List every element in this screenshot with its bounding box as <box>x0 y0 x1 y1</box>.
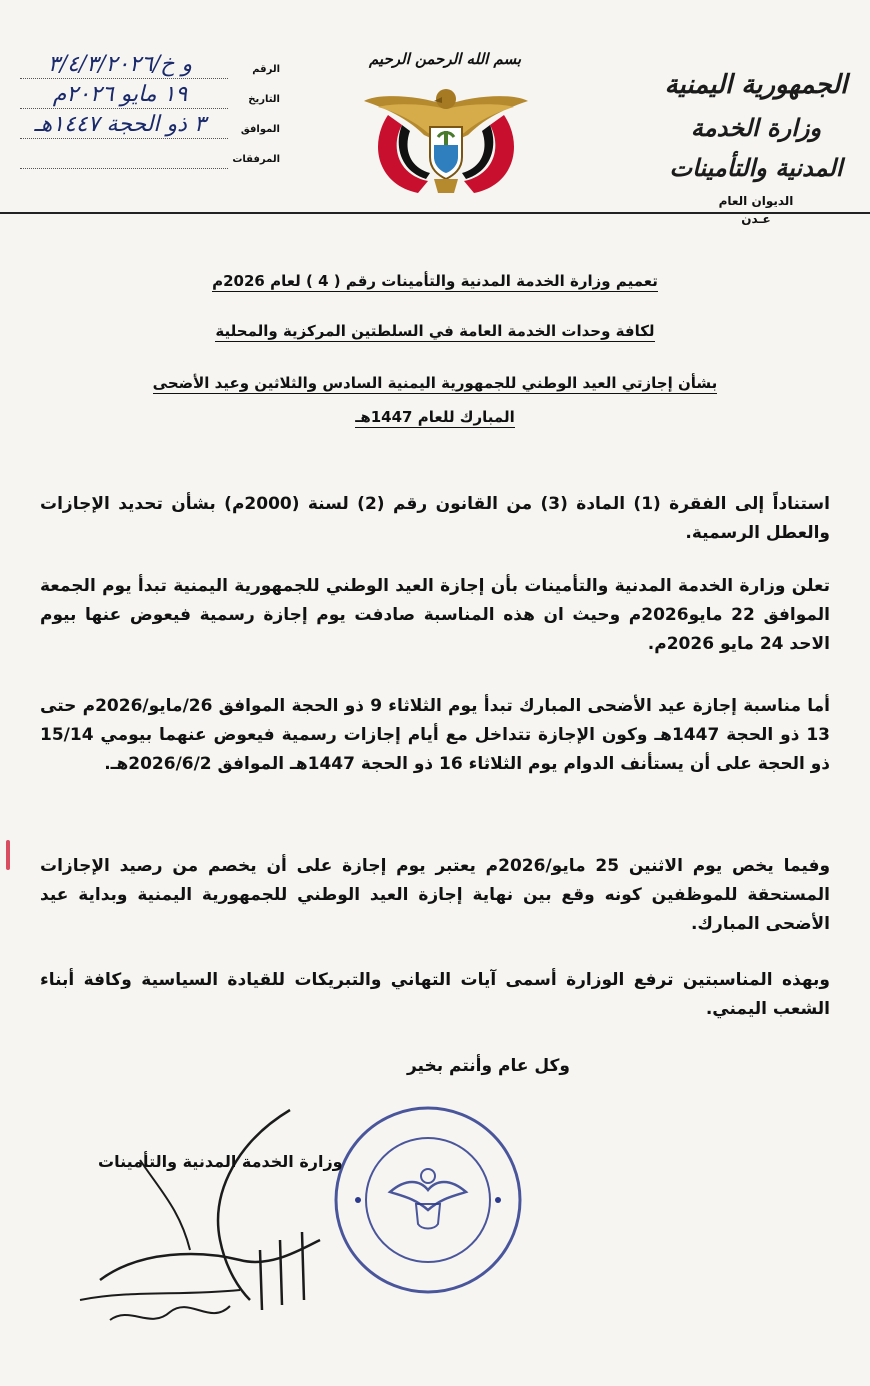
reference-block <box>20 52 280 176</box>
paragraph-monday-deduction: وفيما يخص يوم الاثنين 25 مايو/2026م يعتبر يوم إجازة على أن يخصم من رصيد الإجازات المستحقة للموظفين كونه وقع بين نهاية إجازة العيد الوطني للجمهورية اليمنية وبداية عيد الأضحى المبارك. <box>40 856 831 934</box>
attachments-label: المرفقات <box>232 154 280 165</box>
ministry-name: وزارة الخدمة المدنية والتأمينات <box>669 113 843 182</box>
circular-recipients: لكافة وحدات الخدمة العامة في السلطتين المركزية والمحلية <box>215 322 655 340</box>
hijri-date-row <box>20 112 280 146</box>
yemen-eagle-emblem-icon <box>358 75 534 201</box>
paragraph-eid-adha: أما مناسبة إجازة عيد الأضحى المبارك تبدأ يوم الثلاثاء 9 ذو الحجة الموافق 26/مايو/2026م حتى 13 ذو الحجة 1447هـ وكون الإجازة تتداخل مع أيام إجازات رسمية فيعوض عنهما بيومي 15/14 ذو الحجة على أن يستأنف الدوام يوم الثلاثاء 16 ذو الحجة 1447هـ الموافق 2026/6/2هـ. <box>40 696 830 774</box>
hijri-label: الموافق <box>240 124 280 135</box>
hijri-value: ٣ ذو الحجة ١٤٤٧هـ <box>34 112 206 137</box>
attachments-row <box>20 146 280 176</box>
city-name: عـدن <box>741 212 771 226</box>
closing-greeting: وكل عام وأنتم بخير <box>406 1056 570 1076</box>
margin-mark <box>6 840 10 870</box>
handwritten-signature <box>40 1100 350 1340</box>
signer-ministry: وزارة الخدمة المدنية والتأمينات <box>98 1152 343 1171</box>
letterhead-org <box>656 68 856 226</box>
date-value: ١٩ مايو ٢٠٢٦م <box>52 82 188 107</box>
circular-subject-cont: المبارك للعام 1447هـ <box>355 408 515 426</box>
header-divider <box>0 212 870 214</box>
office-name: الديوان العام <box>718 194 794 208</box>
paragraph-congratulations: وبهذه المناسبتين ترفع الوزارة أسمى آيات التهاني والتبريكات للقيادة السياسية وكافة أبناء الشعب اليمني. <box>40 970 830 1019</box>
republic-name: الجمهورية اليمنية <box>664 70 848 100</box>
paragraph-national-day: تعلن وزارة الخدمة المدنية والتأمينات بأن إجازة العيد الوطني للجمهورية اليمنية تبدأ يوم الجمعة الموافق 22 مايو2026م وحيث ان هذه المناسبة صادفت يوم إجازة رسمية فيعوض عنها بيوم الاحد 24 مايو 2026م. <box>40 576 831 654</box>
reference-label: الرقم <box>252 64 280 75</box>
circular-title: تعميم وزارة الخدمة المدنية والتأمينات رقم ( 4 ) لعام 2026م <box>212 272 658 290</box>
circular-subject: بشأن إجازتي العيد الوطني للجمهورية اليمنية السادس والثلاثين وعيد الأضحى <box>152 374 718 392</box>
official-stamp-icon <box>328 1100 528 1300</box>
reference-value: و خ/٣/٤/٣/٢٠٢٦ <box>47 52 193 77</box>
date-label: التاريخ <box>248 94 280 105</box>
basmala: بسم الله الرحمن الرحيم <box>368 50 522 68</box>
paragraph-legal-basis: استناداً إلى الفقرة (1) المادة (3) من القانون رقم (2) لسنة (2000م) بشأن تحديد الإجازات والعطل الرسمية. <box>40 494 830 543</box>
